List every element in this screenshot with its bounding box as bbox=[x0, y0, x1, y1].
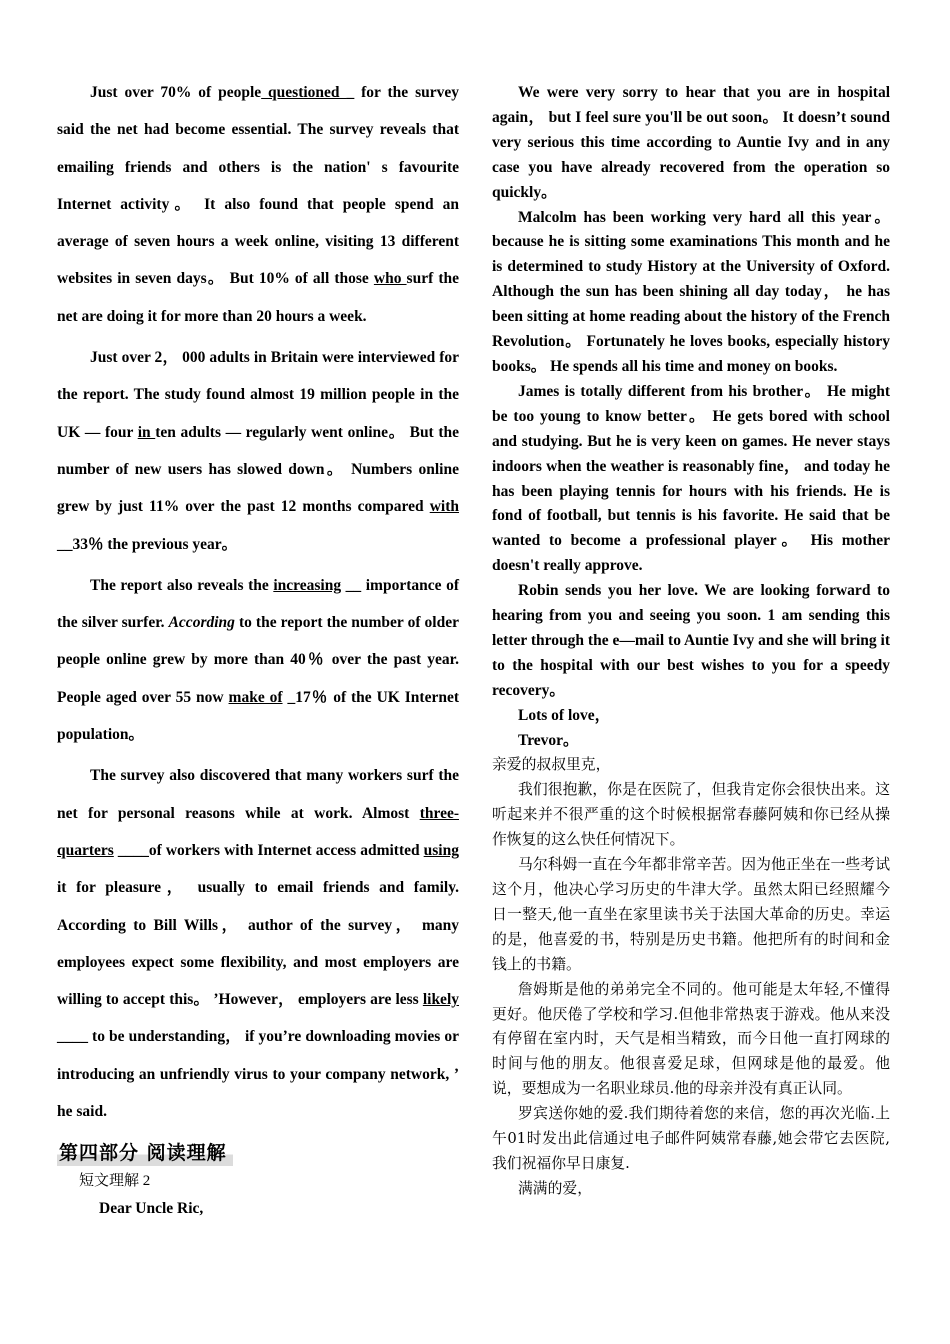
blank-answer: with bbox=[429, 498, 459, 516]
paragraph-1 bbox=[57, 74, 459, 335]
blank-answer: who bbox=[373, 270, 407, 288]
letter-closing: Lots of love， bbox=[518, 706, 611, 724]
translation-paragraph: 马尔科姆一直在今年都非常辛苦。因为他正坐在一些考试这个月，他决心学习历史的牛津大学。虽然太阳已经照耀今日一整天,他一直坐在家里读书关于法国大革命的历史。幸运的是，他喜爱的书，特别是历史书籍。他把所有的时间和金钱上的书籍。 bbox=[492, 856, 890, 973]
blank-answer: using bbox=[423, 841, 459, 859]
letter-greeting: Dear Uncle Ric, bbox=[99, 1200, 204, 1218]
blank-answer: in bbox=[137, 423, 156, 441]
text: _17％ of the UK Internet population。 bbox=[57, 688, 460, 744]
blank-answer: questioned bbox=[261, 84, 347, 101]
subheading: 短文理解 2 bbox=[79, 1173, 151, 1190]
text: __ importance of the silver surfer. bbox=[57, 576, 459, 632]
letter-paragraph: James is totally different from his brother。 He might be too young to know better。 He gets bored with school and studying. But he is very keen on games. He never stays indoors when the weather is reasonably fine， and today he has been playing tennis for hours with his friends. He is fond of football, but tennis is his favorite. He said that be wanted to become a professional player。 His mother doesn't really approve. bbox=[492, 382, 890, 575]
text: ____of workers with Internet access admitted bbox=[113, 841, 424, 859]
translation-paragraph: 詹姆斯是他的弟弟完全不同的。他可能是太年轻,不懂得更好。他厌倦了学校和学习.但他非常热衷于游戏。他从来没有停留在室内时，天气是相当精致，而今日他一直打网球的时间与他的朋友。他很喜爱足球，但网球是他的最爱。他说，要想成为一名职业球员.他的母亲并没有真正认同。 bbox=[492, 980, 890, 1098]
text: ten adults — regularly went online。 But the number of new users has slowed down。 Numbers online grew by just 11% over the past 12 months compared bbox=[57, 423, 459, 516]
text: to the report the number of older people online grew by more than 40％ over the past year. People aged over 55 now bbox=[57, 614, 459, 706]
left-column bbox=[57, 74, 459, 1220]
text: The report also reveals the bbox=[90, 576, 274, 594]
blank-answer: increasing bbox=[273, 576, 342, 594]
paragraph-3 bbox=[57, 567, 459, 753]
paragraph-2 bbox=[57, 339, 459, 563]
blank-answer: likely bbox=[422, 991, 459, 1009]
italic-word: According bbox=[168, 614, 235, 632]
translation-paragraph: 我们很抱歉，你是在医院了，但我肯定你会很快出来。这听起来并不很严重的这个时候根据常春藤阿姨和你已经从操作恢复的这么快任何情况下。 bbox=[492, 781, 890, 849]
translation-closing: 满满的爱， bbox=[518, 1179, 592, 1197]
letter-paragraph: Robin sends you her love. We are looking forward to hearing from you and seeing you soon. 1 am sending this letter through the e—mail to Auntie Ivy and she will bring it to the hospital with our best wishes to you for a speedy recovery。 bbox=[492, 582, 890, 699]
text: Just over 2， 000 adults in Britain were interviewed for the report. The study found almost 19 million people in the UK — four bbox=[57, 349, 459, 441]
text: it for pleasure， usually to email friends and family. According to Bill Wills， author of the survey， many employees expect some flexibility, and most employers are willing to accept this。 ’However， employers are less bbox=[57, 879, 459, 1009]
translation-paragraph: 罗宾送你她的爱.我们期待着您的来信，您的再次光临.上午01时发出此信通过电子邮件阿姨常春藤,她会带它去医院,我们祝福你早日康复. bbox=[492, 1105, 890, 1172]
letter-paragraph: We were very sorry to hear that you are in hospital again， but I feel sure you'll be out soon。 It doesn’t sound very serious this time according to Auntie Ivy and in any case you have already recovered from the operation so quickly。 bbox=[492, 84, 890, 201]
text: The survey also discovered that many workers surf the net for personal reasons while at work. Almost bbox=[57, 767, 459, 822]
paragraph-4 bbox=[57, 757, 459, 1130]
text: ____ to be understanding， if you’re downloading movies or introducing an unfriendly virus to your company network, ’ he said. bbox=[57, 1028, 459, 1121]
text: surf the net are doing it for more than 20 hours a week. bbox=[57, 270, 459, 325]
letter-signature: Trevor。 bbox=[518, 731, 579, 749]
text: Just over 70% of people bbox=[90, 84, 262, 101]
text: __33％ the previous year。 bbox=[57, 535, 238, 553]
section-heading: 第四部分 阅读理解 bbox=[57, 1140, 233, 1166]
blank-answer: make of bbox=[228, 688, 283, 706]
blank-answer: three-quarters bbox=[57, 804, 459, 859]
translation-greeting: 亲爱的叔叔里克， bbox=[492, 756, 611, 774]
text: _ for the survey said the net had become essential. The survey reveals that emailing friends and others is the nation' s favourite Internet activity。 It also found that people spend an average of seven hours a week online, visiting 13 different websites in seven days。 But 10% of all those bbox=[57, 84, 460, 288]
letter-paragraph: Malcolm has been working very hard all this year。because he is sitting some examinations This month and he is determined to study History at the University of Oxford. Although the sun has been shining all day today， he has been sitting at home reading about the history of the French Revolution。 Fortunately he loves books, especially history books。 He spends all his time and money on books. bbox=[492, 208, 890, 375]
right-column bbox=[492, 81, 890, 1202]
